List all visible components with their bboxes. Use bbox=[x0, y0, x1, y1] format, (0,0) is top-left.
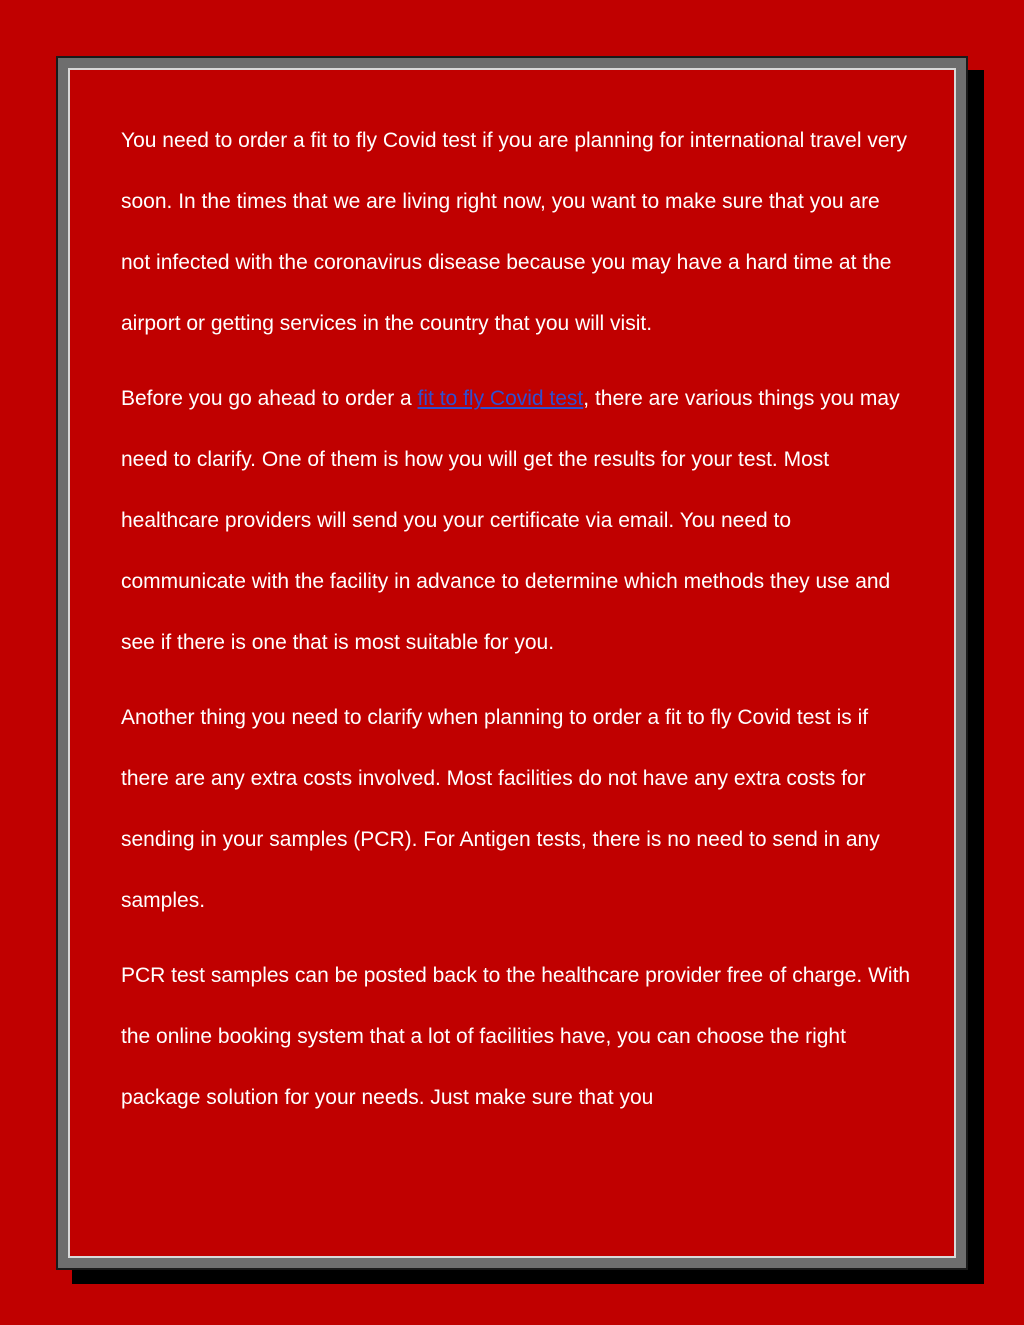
paragraph-2 bbox=[121, 368, 911, 673]
document-body bbox=[121, 110, 911, 1142]
paragraph-1: You need to order a fit to fly Covid test if you are planning for international travel very soon. In the times that we are living right now, you want to make sure that you are not infected with the coronavirus disease because you may have a hard time at the airport or getting services in the country that you will visit. bbox=[121, 129, 908, 335]
paragraph-2-intro: Before you go ahead to order a bbox=[121, 387, 418, 410]
paragraph-2-rest: , there are various things you may need to clarify. One of them is how you will get the results for your test. Most healthcare providers will send you your certificate via email. You need to communicate with the facility in advance to determine which methods they use and see if there is one that is most suitable for you. bbox=[121, 387, 900, 654]
paragraph-3: Another thing you need to clarify when planning to order a fit to fly Covid test is if there are any extra costs involved. Most facilities do not have any extra costs for sending in your samples (PCR). For Antigen tests, there is no need to send in any samples. bbox=[121, 706, 880, 912]
paragraph-4: PCR test samples can be posted back to the healthcare provider free of charge. With the online booking system that a lot of facilities have, you can choose the right package solution for your needs. Just make sure that you bbox=[121, 964, 911, 1109]
fit-to-fly-covid-test-link[interactable]: fit to fly Covid test bbox=[417, 387, 584, 410]
